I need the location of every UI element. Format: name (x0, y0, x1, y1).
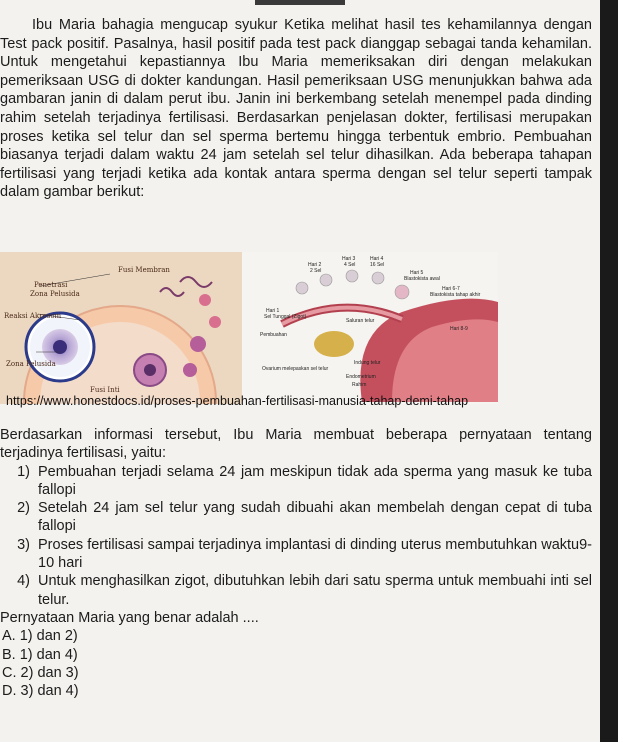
label-zona-pelusida-top: Zona Pelusida (30, 290, 80, 298)
statement-number: 3) (17, 536, 30, 553)
statement-text: Untuk menghasilkan zigot, dibutuhkan lebih dari satu sperma untuk membuahi inti sel telur. (38, 573, 592, 608)
question-block (0, 426, 592, 700)
statement-text: Setelah 24 jam sel telur yang sudah dibuahi akan membelah dengan cepat di tuba fallopi (38, 500, 592, 535)
label-fusi-membran: Fusi Membran (118, 266, 170, 274)
label-day3: Hari 3 (342, 256, 356, 262)
uterus-timeline-illustration (242, 252, 498, 404)
prompt-text: Pernyataan Maria yang benar adalah .... (0, 609, 259, 626)
label-ovary: Ovarium melepaskan sel telur (262, 366, 329, 372)
intro-paragraph: Ibu Maria bahagia mengucap syukur Ketika melihat hasil tes kehamilannya dengan Test pack positif. Pasalnya, hasil positif pada test pack dianggap sebagai tanda kehamilan. Untuk mengetahui kepastiannya Ibu Maria memeriksakan diri dengan melakukan pemeriksaan USG di dokter kandungan. Hasil pemeriksaan USG menunjukkan bahwa ada gambaran janin di dalam perut ibu. Janin ini berkembang setelah menempel pada dinding rahim setelah terjadinya fertilisasi. Berdasarkan penjelasan dokter, fertilisasi merupakan proses ketika sel telur dan sel sperma bertemu hingga terbentuk embrio. Pembuahan biasanya terjadi dalam waktu 24 jam setelah sel telur dihasilkan. Ada beberapa tahapan fertilisasi yang terjadi ketika ada kontak antara sperma dengan sel telur seperti tampak dalam gambar berikut: (0, 17, 592, 201)
statement-number: 2) (17, 500, 30, 517)
statement-text: Pembuahan terjadi selama 24 jam meskipun tidak ada sperma yang masuk ke tuba fallopi (38, 463, 592, 498)
statement-item (0, 572, 592, 609)
statement-item (0, 499, 592, 536)
label-day2-sub: 2 Sel (310, 268, 322, 274)
option-a[interactable]: A. 1) dan 2) (2, 628, 78, 645)
statement-number: 1) (17, 463, 30, 480)
statement-number: 4) (17, 573, 30, 590)
label-day89: Hari 8-9 (450, 326, 468, 332)
label-day2: Hari 2 (308, 262, 322, 268)
statement-item (0, 463, 592, 500)
option-b[interactable]: B. 1) dan 4) (2, 646, 78, 663)
label-day3-sub: 4 Sel (344, 262, 356, 268)
option-c[interactable]: C. 2) dan 3) (2, 664, 79, 681)
fertilization-detail-illustration (0, 252, 242, 404)
label-ovum: Indung telur (354, 360, 381, 366)
question-text: Berdasarkan informasi tersebut, Ibu Maria membuat beberapa pernyataan tentang terjadinya fertilisasi, yaitu: (0, 427, 592, 462)
statement-item (0, 536, 592, 573)
label-day4-sub: 16 Sel (370, 262, 385, 268)
label-fertilization: Pembuahan (260, 332, 287, 338)
label-reaksi-akrosom: Reaksi Akrosom (4, 312, 62, 320)
source-url: https://www.honestdocs.id/proses-pembuahan-fertilisasi-manusia-tahap-demi-tahap (6, 394, 469, 408)
option-d[interactable]: D. 3) dan 4) (2, 683, 79, 700)
label-day67-sub: Blastokista tahap akhir (430, 292, 481, 298)
label-day67: Hari 6-7 (442, 286, 460, 292)
statement-text: Proses fertilisasi sampai terjadinya implantasi di dinding uterus membutuhkan waktu9-10 hari (38, 536, 592, 572)
label-endometrium: Endometrium (346, 374, 376, 380)
header-fragment (255, 0, 345, 5)
label-tube: Saluran telur (346, 318, 375, 324)
label-day1: Hari 1 (266, 308, 280, 314)
label-day5: Hari 5 (410, 270, 424, 276)
label-zona-pelusida-bottom: Zona Pelusida (6, 360, 56, 368)
fertilization-figure (0, 252, 498, 404)
label-day1-sub: Sel Tunggal (Zigot) (264, 314, 307, 320)
label-fusi-inti: Fusi Inti (90, 386, 120, 394)
label-uterus: Rahim (352, 382, 367, 388)
label-day5-sub: Blastokista awal (404, 276, 440, 282)
label-penetrasi: Penetrasi (34, 281, 68, 289)
label-day4: Hari 4 (370, 256, 384, 262)
